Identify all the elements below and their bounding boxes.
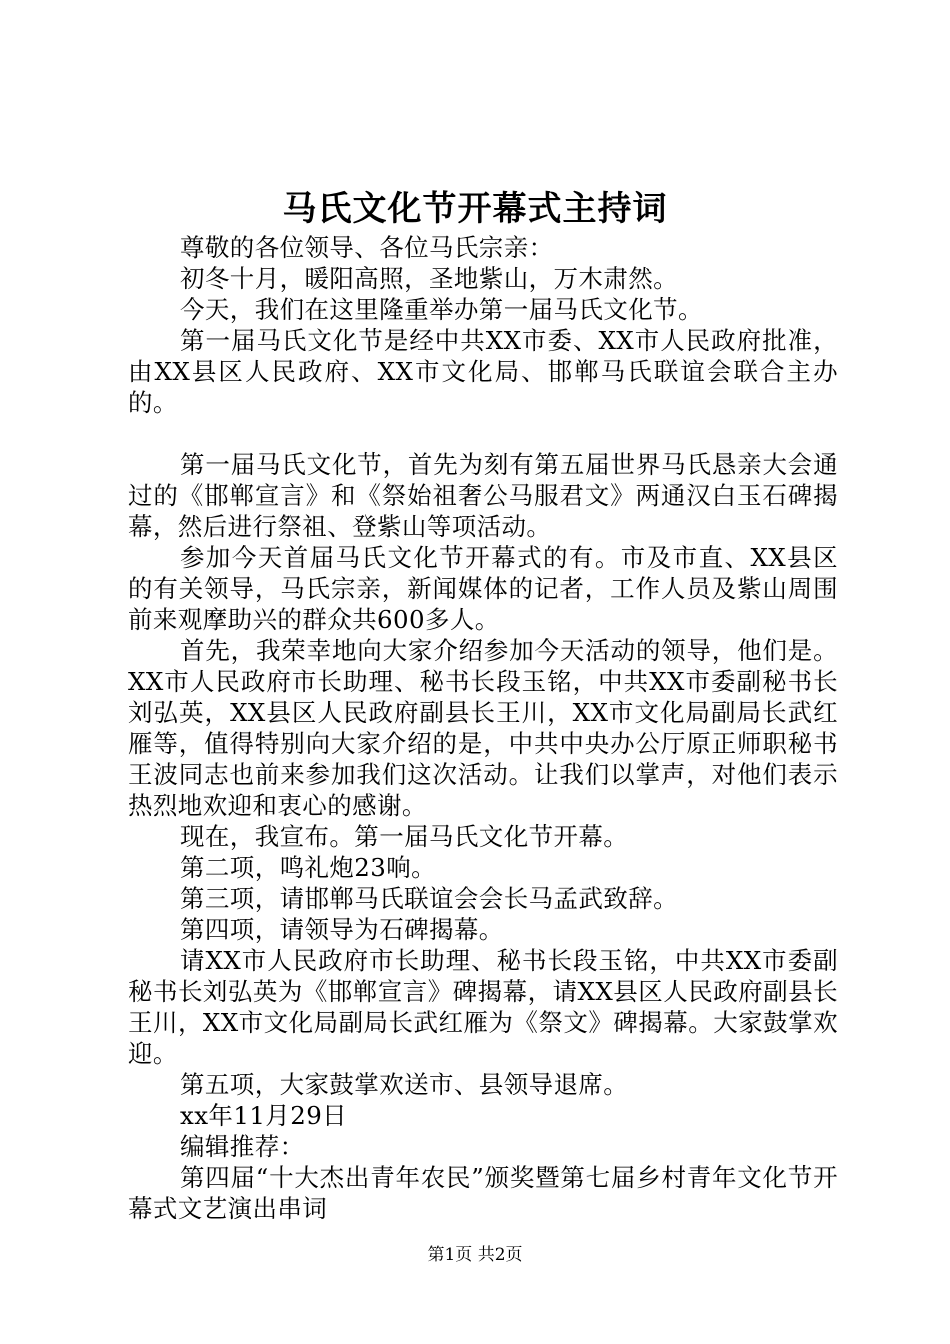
- paragraph: 今天，我们在这里隆重举办第一届马氏文化节。: [180, 295, 703, 324]
- document-body: [128, 232, 838, 1224]
- paragraph: 第四项，请领导为石碑揭幕。: [180, 915, 504, 944]
- paragraph: 首先，我荣幸地向大家介绍参加今天活动的领导，他们是。XX市人民政府市长助理、秘书长段玉铭，中共XX市委副秘书长刘弘英，XX县区人民政府副县长王川，XX市文化局副局长武红雁等，值得特别向大家介绍的是，中共中央办公厅原正师职秘书王波同志也前来参加我们这次活动。让我们以掌声，对他们表示热烈地欢迎和衷心的感谢。: [128, 636, 838, 820]
- paragraph-editor-recommend: 编辑推荐：: [180, 1132, 305, 1161]
- paragraph: 初冬十月，暖阳高照，圣地紫山，万木肃然。: [180, 264, 678, 293]
- paragraph-date: xx年11月29日: [180, 1101, 348, 1130]
- document-title: 马氏文化节开幕式主持词: [282, 189, 668, 229]
- paragraph: 第一届马氏文化节，首先为刻有第五届世界马氏恳亲大会通过的《邯郸宣言》和《祭始祖奢公马服君文》两通汉白玉石碑揭幕，然后进行祭祖、登紫山等项活动。: [128, 450, 838, 541]
- paragraph-salutation: 尊敬的各位领导、各位马氏宗亲：: [180, 233, 554, 262]
- paragraph-gap: [128, 418, 838, 449]
- paragraph: 第二项，鸣礼炮23响。: [180, 853, 437, 882]
- paragraph: 第一届马氏文化节是经中共XX市委、XX市人民政府批准，由XX县区人民政府、XX市文化局、邯郸马氏联谊会联合主办的。: [128, 326, 838, 417]
- paragraph: 第三项，请邯郸马氏联谊会会长马孟武致辞。: [180, 884, 678, 913]
- paragraph: 请XX市人民政府市长助理、秘书长段玉铭，中共XX市委副秘书长刘弘英为《邯郸宣言》碑揭幕，请XX县区人民政府副县长王川，XX市文化局副局长武红雁为《祭文》碑揭幕。大家鼓掌欢迎。: [128, 946, 838, 1068]
- paragraph: 现在，我宣布。第一届马氏文化节开幕。: [180, 822, 629, 851]
- page-number: 第1页 共2页: [427, 1245, 523, 1265]
- paragraph: 第五项，大家鼓掌欢送市、县领导退席。: [180, 1070, 629, 1099]
- paragraph: 参加今天首届马氏文化节开幕式的有。市及市直、XX县区的有关领导，马氏宗亲，新闻媒体的记者，工作人员及紫山周围前来观摩助兴的群众共600多人。: [128, 543, 838, 634]
- recommended-article-link[interactable]: 第四届“十大杰出青年农民”颁奖暨第七届乡村青年文化节开幕式文艺演出串词: [128, 1163, 838, 1223]
